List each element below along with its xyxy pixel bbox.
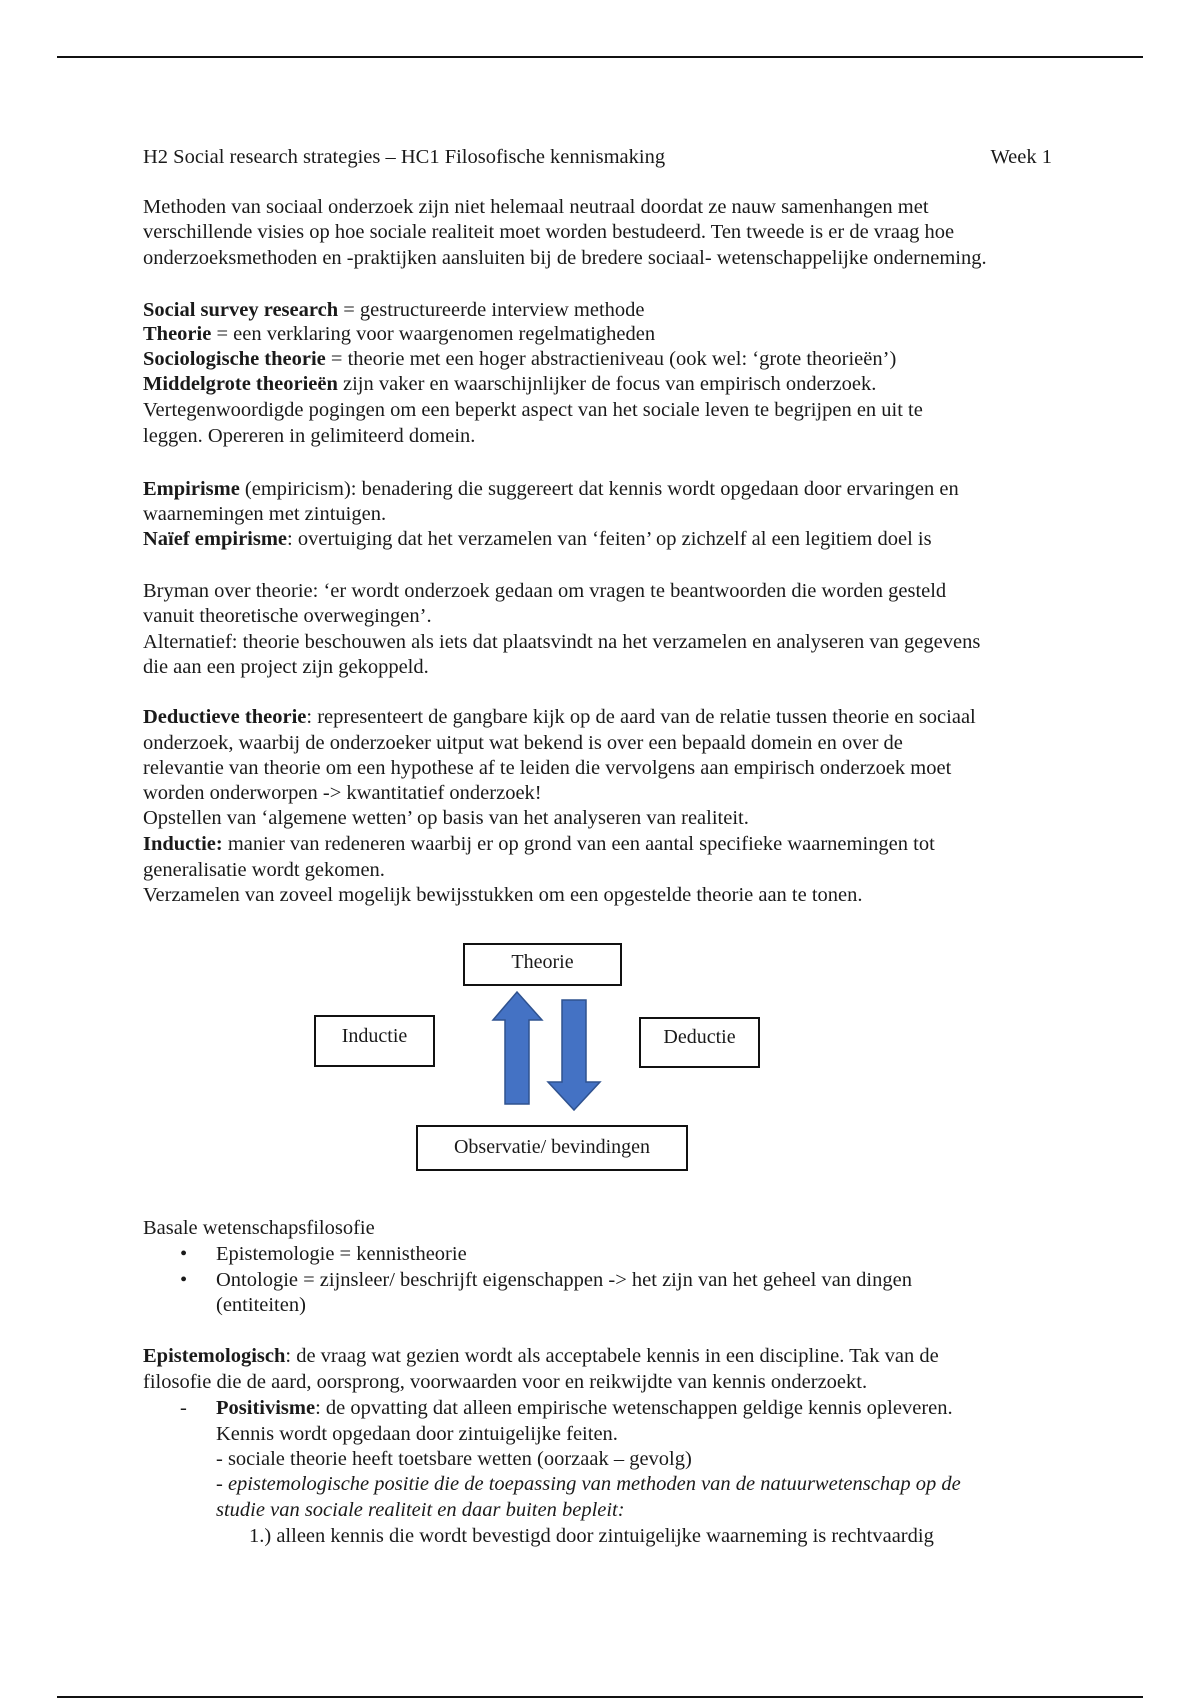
- text-line: leggen. Opereren in gelimiteerd domein.: [143, 425, 476, 447]
- list-item: Ontologie = zijnsleer/ beschrijft eigenschappen -> het zijn van het geheel van dingen: [216, 1269, 912, 1291]
- definition-text: = theorie met een hoger abstractieniveau (ook wel: ‘grote theorieën’): [325, 348, 897, 370]
- intro-line: verschillende visies op hoe sociale realiteit moet worden bestudeerd. Ten tweede is er de vraag hoe: [143, 221, 955, 243]
- definition-text: : de opvatting dat alleen empirische wetenschappen geldige kennis opleveren.: [315, 1397, 953, 1419]
- definition: [143, 372, 876, 396]
- definition-text: (empiricism): benadering die suggereert dat kennis wordt opgedaan door ervaringen en: [239, 478, 959, 500]
- text-line: Opstellen van ‘algemene wetten’ op basis van het analyseren van realiteit.: [143, 807, 749, 829]
- term: Social survey research: [143, 299, 339, 321]
- definition: [143, 832, 935, 856]
- text-line: relevantie van theorie om een hypothese af te leiden die vervolgens aan empirisch onderzoek moet: [143, 757, 952, 779]
- dash-icon: -: [180, 1397, 187, 1419]
- diagram-arrows: [490, 990, 610, 1115]
- header-title: H2 Social research strategies – HC1 Filosofische kennismaking: [143, 146, 666, 168]
- italic-line: studie van sociale realiteit en daar buiten bepleit:: [216, 1499, 625, 1521]
- inductie-box: Inductie: [314, 1015, 435, 1067]
- bottom-rule: [57, 1696, 1143, 1698]
- deductie-box: Deductie: [639, 1017, 760, 1068]
- text-line: Verzamelen van zoveel mogelijk bewijsstukken om een opgestelde theorie aan te tonen.: [143, 884, 863, 906]
- text-line: vanuit theoretische overwegingen’.: [143, 605, 432, 627]
- list-item: Epistemologie = kennistheorie: [216, 1243, 467, 1265]
- text-line: Alternatief: theorie beschouwen als iets dat plaatsvindt na het verzamelen en analyseren van gegevens: [143, 631, 981, 653]
- definition: [143, 1344, 939, 1368]
- bullet-icon: •: [180, 1269, 188, 1291]
- definition: [143, 527, 932, 551]
- definition-text: manier van redeneren waarbij er op grond van een aantal specifieke waarnemingen tot: [222, 833, 935, 855]
- definition-text: = een verklaring voor waargenomen regelmatigheden: [211, 323, 656, 345]
- section-title: Basale wetenschapsfilosofie: [143, 1217, 375, 1239]
- definition: [143, 322, 655, 346]
- text-line: onderzoek, waarbij de onderzoeker uitput wat bekend is over een bepaald domein en over de: [143, 732, 903, 754]
- intro-line: onderzoeksmethoden en -praktijken aansluiten bij de bredere sociaal- wetenschappelijke onderneming.: [143, 247, 987, 269]
- definition-text: : de vraag wat gezien wordt als acceptabele kennis in een discipline. Tak van de: [285, 1345, 939, 1367]
- text-line: worden onderworpen -> kwantitatief onderzoek!: [143, 782, 542, 804]
- term: Theorie: [143, 323, 212, 345]
- definition: [143, 477, 959, 501]
- definition-text: zijn vaker en waarschijnlijker de focus van empirisch onderzoek.: [337, 373, 877, 395]
- text-line: Kennis wordt opgedaan door zintuigelijke feiten.: [216, 1423, 618, 1445]
- bullet-icon: •: [180, 1243, 188, 1265]
- term: Inductie:: [143, 833, 223, 855]
- term: Sociologische theorie: [143, 348, 326, 370]
- text-line: Bryman over theorie: ‘er wordt onderzoek gedaan om vragen te beantwoorden die worden gesteld: [143, 580, 947, 602]
- term: Naïef empirisme: [143, 528, 288, 550]
- text-line: waarnemingen met zintuigen.: [143, 503, 387, 525]
- italic-line: - epistemologische positie die de toepassing van methoden van de natuurwetenschap op de: [216, 1473, 961, 1495]
- definition: [143, 298, 645, 322]
- top-rule: [57, 56, 1143, 58]
- definition: [143, 347, 896, 371]
- header-week: Week 1: [990, 146, 1052, 168]
- definition: [143, 705, 976, 729]
- definition: [216, 1396, 953, 1420]
- term: Middelgrote theorieën: [143, 373, 338, 395]
- text-line: generalisatie wordt gekomen.: [143, 859, 385, 881]
- text-line: die aan een project zijn gekoppeld.: [143, 656, 429, 678]
- intro-line: Methoden van sociaal onderzoek zijn niet helemaal neutraal doordat ze nauw samenhangen met: [143, 196, 929, 218]
- text-line: Vertegenwoordigde pogingen om een beperkt aspect van het sociale leven te begrijpen en uit te: [143, 399, 923, 421]
- text-line: - sociale theorie heeft toetsbare wetten (oorzaak – gevolg): [216, 1448, 692, 1470]
- arrow-down-icon: [548, 1000, 600, 1110]
- observatie-box: Observatie/ bevindingen: [416, 1125, 688, 1171]
- definition-text: : overtuiging dat het verzamelen van ‘feiten’ op zichzelf al een legitiem doel is: [287, 528, 932, 550]
- definition-text: = gestructureerde interview methode: [338, 299, 645, 321]
- term: Empirisme: [143, 478, 240, 500]
- numbered-item: 1.) alleen kennis die wordt bevestigd door zintuigelijke waarneming is rechtvaardig: [249, 1525, 934, 1547]
- term: Deductieve theorie: [143, 706, 307, 728]
- term: Positivisme: [216, 1397, 316, 1419]
- term: Epistemologisch: [143, 1345, 286, 1367]
- definition-text: : representeert de gangbare kijk op de aard van de relatie tussen theorie en sociaal: [306, 706, 976, 728]
- theorie-box: Theorie: [463, 943, 622, 986]
- arrow-up-icon: [493, 992, 542, 1104]
- text-line: filosofie die de aard, oorsprong, voorwaarden voor en reikwijdte van kennis onderzoekt.: [143, 1371, 868, 1393]
- text-line: (entiteiten): [216, 1294, 306, 1316]
